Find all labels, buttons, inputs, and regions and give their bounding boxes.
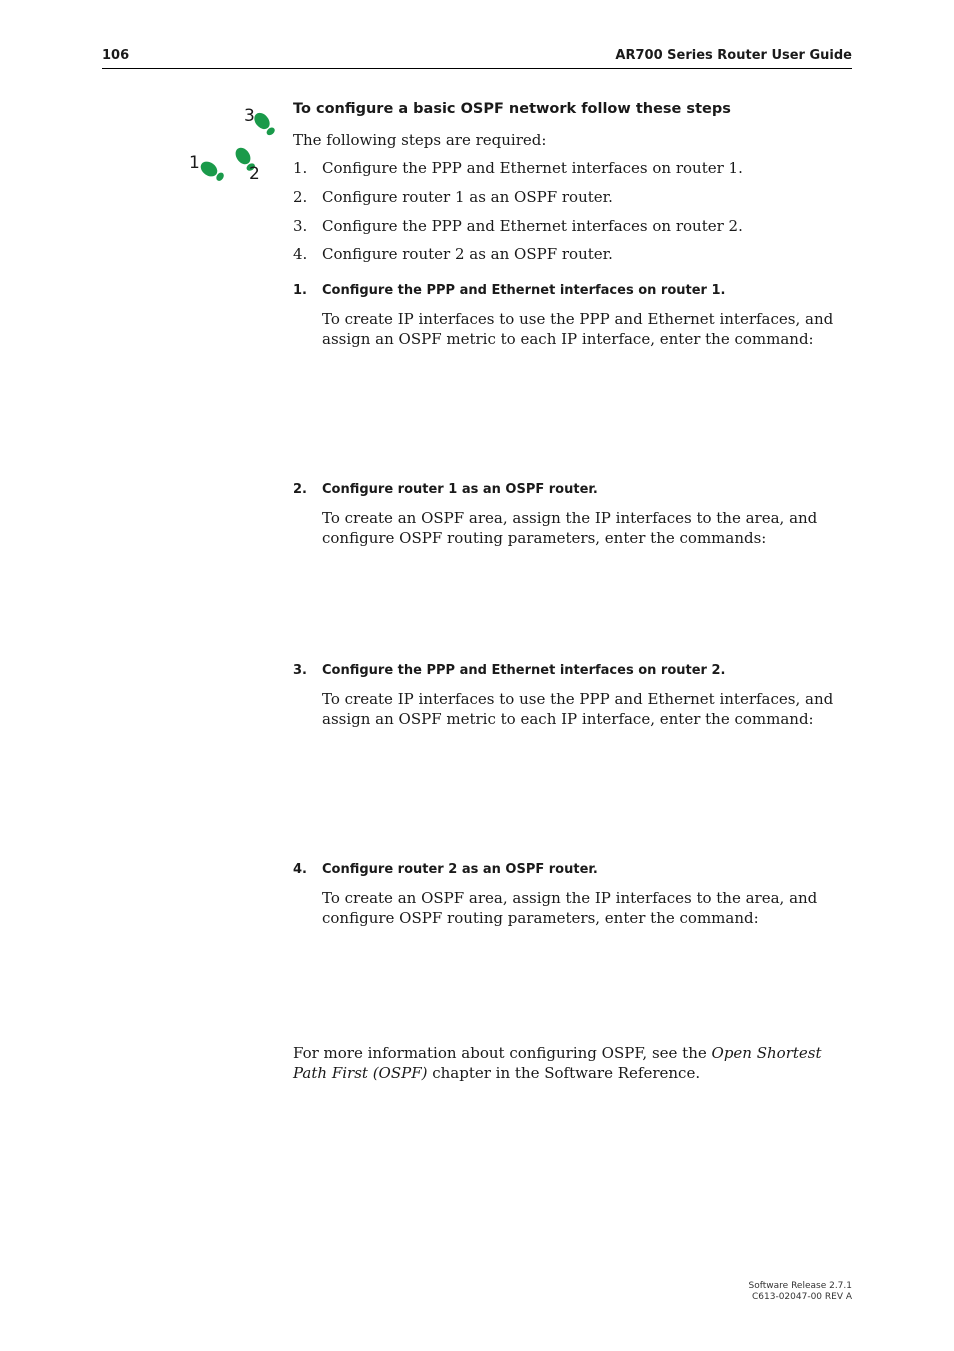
step-number: 2. (293, 482, 307, 497)
guide-title: AR700 Series Router User Guide (615, 48, 852, 63)
chapter-reference: Open Shortest Path First (OSPF) (293, 1044, 822, 1082)
step-heading: Configure router 1 as an OSPF router. (322, 482, 598, 497)
page-number: 106 (102, 48, 130, 63)
overview-item: Configure the PPP and Ethernet interfaces on router 1. (322, 159, 743, 177)
overview-num: 3. (293, 217, 308, 235)
header-rule (102, 68, 852, 69)
step-description: To create an OSPF area, assign the IP interfaces to the area, and configure OSPF routing parameters, enter the command: (322, 889, 818, 927)
closing-text-before: For more information about configuring OSPF, see the (293, 1044, 712, 1062)
footprint-1-icon (198, 159, 227, 184)
footer (749, 1281, 852, 1303)
three-steps-footprints-icon (186, 100, 281, 190)
software-release: Software Release 2.7.1 (748, 1281, 852, 1291)
step-label-1: 1 (189, 153, 200, 173)
step-label-3: 3 (244, 106, 255, 126)
closing-paragraph (293, 1044, 853, 1083)
step-heading: Configure the PPP and Ethernet interfaces on router 1. (322, 283, 726, 298)
overview-item: Configure router 2 as an OSPF router. (322, 245, 613, 263)
step-heading: Configure router 2 as an OSPF router. (322, 862, 598, 877)
footprint-3-icon (251, 110, 278, 138)
step-description: To create an OSPF area, assign the IP interfaces to the area, and configure OSPF routing parameters, enter the commands: (322, 509, 818, 547)
step-heading: Configure the PPP and Ethernet interfaces on router 2. (322, 663, 726, 678)
overview-num: 1. (293, 159, 308, 177)
step-description: To create IP interfaces to use the PPP and Ethernet interfaces, and assign an OSPF metric to each IP interface, enter the command: (322, 310, 834, 348)
procedure-title: To configure a basic OSPF network follow these steps (293, 101, 731, 117)
overview-num: 4. (293, 245, 308, 263)
step-number: 3. (293, 663, 307, 678)
step-label-2: 2 (249, 164, 260, 184)
step-number: 1. (293, 283, 307, 298)
closing-text-after: chapter in the Software Reference. (427, 1063, 701, 1082)
overview-item: Configure the PPP and Ethernet interfaces on router 2. (322, 217, 743, 235)
overview-item: Configure router 1 as an OSPF router. (322, 188, 613, 206)
step-number: 4. (293, 862, 307, 877)
procedure-intro: The following steps are required: (293, 131, 547, 149)
step-description: To create IP interfaces to use the PPP and Ethernet interfaces, and assign an OSPF metric to each IP interface, enter the command: (322, 690, 834, 728)
document-id: C613-02047-00 REV A (751, 1292, 852, 1302)
overview-num: 2. (293, 188, 308, 206)
